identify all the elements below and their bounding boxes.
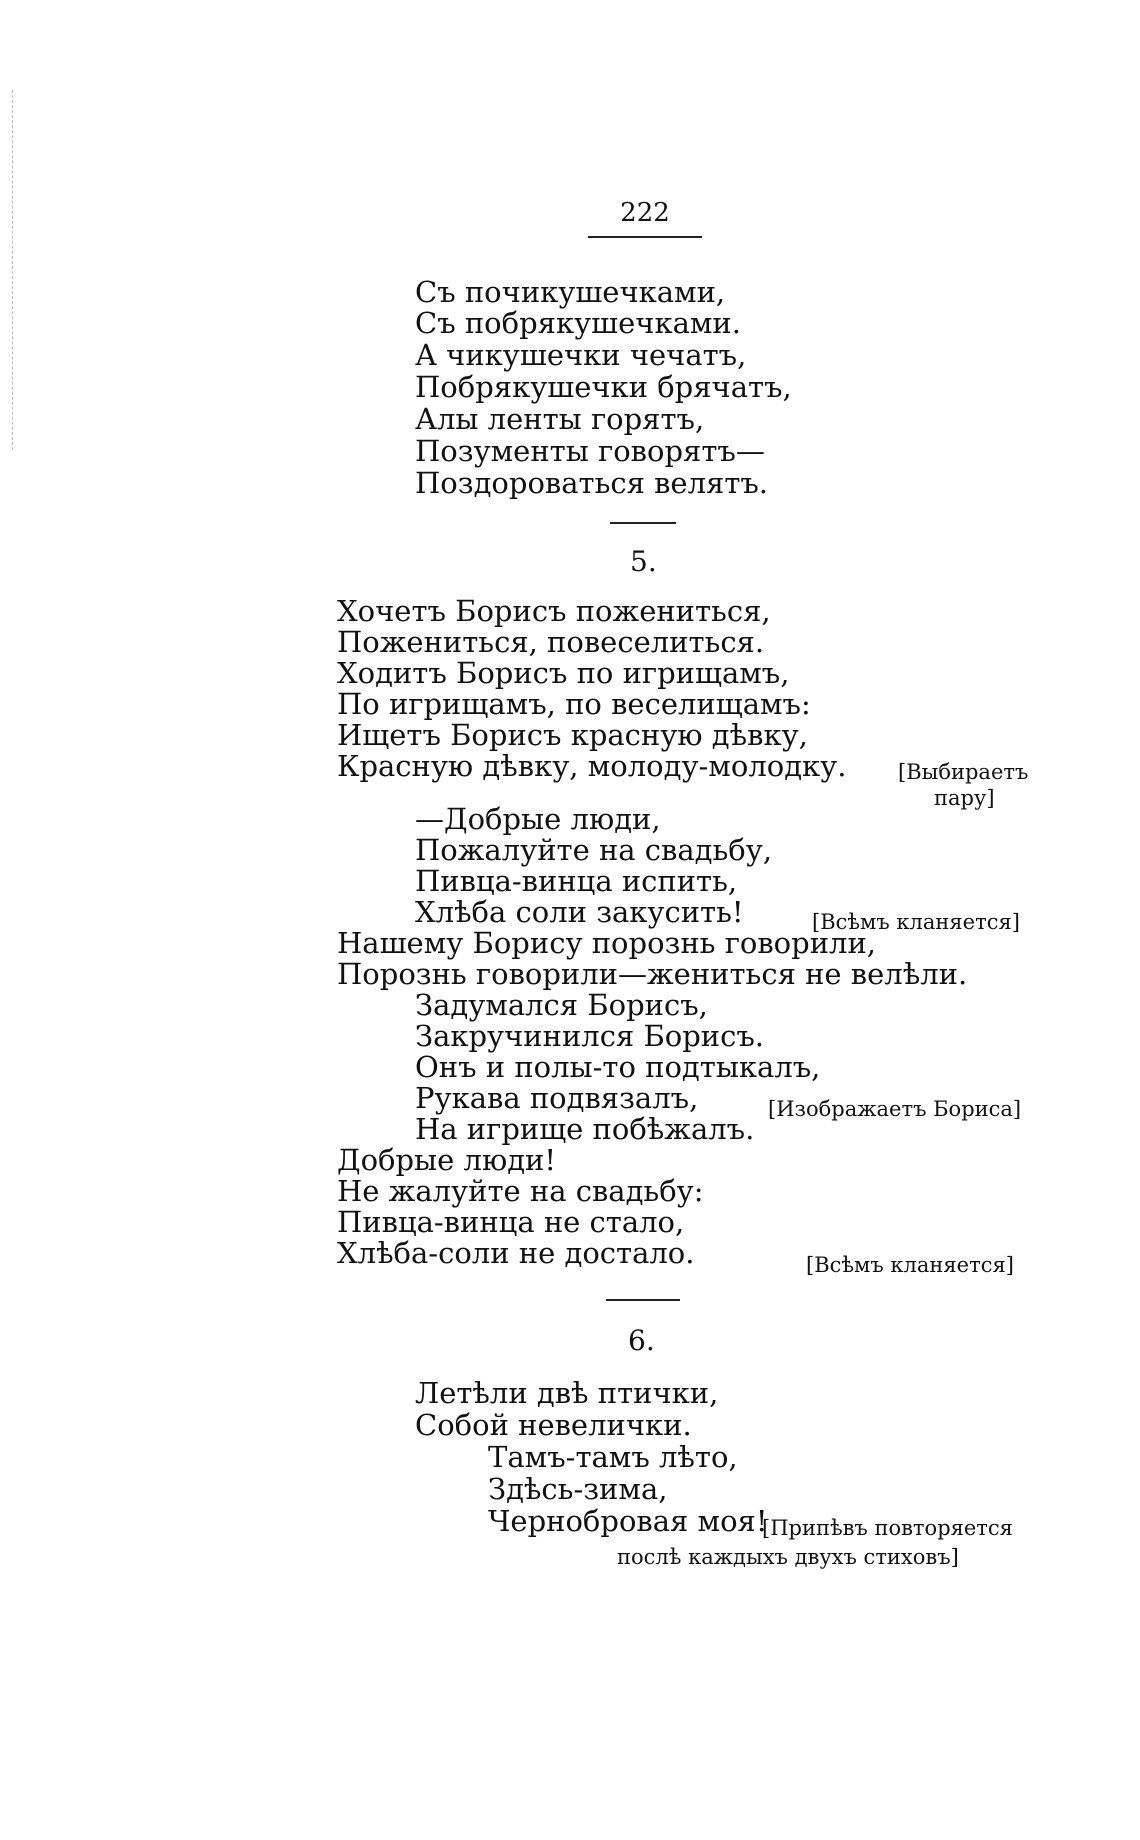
stage-direction: [Изображаетъ Бориса]	[768, 1097, 1022, 1121]
stage-direction: [Припѣвъ повторяется	[762, 1516, 1013, 1540]
section-5-line: Онъ и полы-то подтыкалъ,	[415, 1050, 821, 1084]
section-6-line: Летѣли двѣ птички,	[415, 1376, 719, 1410]
section-5-line: На игрище побѣжалъ.	[415, 1112, 755, 1146]
section-5-line: Красную дѣвку, молоду-молодку.	[337, 749, 847, 783]
stanza-a-line: Поздороваться велятъ.	[415, 466, 769, 500]
section-5-line: —Добрые люди,	[415, 802, 661, 836]
section-6-line: Собой невелички.	[415, 1408, 692, 1442]
stanza-a-line: Съ побрякушечками.	[415, 306, 741, 340]
page-edge-shadow	[12, 90, 14, 450]
section-6-line: Тамъ-тамъ лѣто,	[488, 1440, 738, 1474]
stage-direction: [Всѣмъ кланяется]	[806, 1253, 1014, 1277]
section-5-line: Ходитъ Борисъ по игрищамъ,	[337, 656, 790, 690]
section-divider	[610, 522, 676, 524]
section-5-line: Пивца-винца испить,	[415, 864, 738, 898]
stanza-a-line: Алы ленты горятъ,	[415, 402, 705, 436]
section-5-line: Не жалуйте на свадьбу:	[337, 1174, 704, 1208]
section-5-line: Хлѣба-соли не достало.	[337, 1236, 695, 1270]
section-5-line: Пожалуйте на свадьбу,	[415, 833, 773, 867]
section-6-line: Здѣсь-зима,	[488, 1472, 668, 1506]
section-5-line: Ищетъ Борисъ красную дѣвку,	[337, 718, 808, 752]
section-5-line: Добрые люди!	[337, 1143, 557, 1177]
section-5-line: Пожениться, повеселиться.	[337, 625, 765, 659]
section-5-line: Хлѣба соли закусить!	[415, 895, 744, 929]
section-6-number: 6.	[628, 1324, 655, 1357]
section-5-line: Пивца-винца не стало,	[337, 1205, 685, 1239]
stanza-a-line: Позументы говорятъ—	[415, 434, 765, 468]
page-number: 222	[620, 198, 670, 228]
section-5-line: Рукава подвязалъ,	[415, 1081, 699, 1115]
section-5-line: Закручинился Борисъ.	[415, 1019, 765, 1053]
section-5-line: Порознь говорили—жениться не велѣли.	[337, 957, 968, 991]
stage-direction: пару]	[934, 786, 995, 810]
stage-direction: послѣ каждыхъ двухъ стиховъ]	[617, 1545, 959, 1569]
page-number-rule	[588, 236, 702, 238]
stanza-a-line: А чикушечки чечатъ,	[415, 338, 747, 372]
section-5-line: Хочетъ Борисъ пожениться,	[337, 594, 771, 628]
stage-direction: [Выбираетъ	[898, 760, 1029, 784]
section-divider	[606, 1299, 680, 1301]
section-6-line: Чернобровая моя!	[488, 1504, 768, 1538]
section-5-line: Нашему Борису порознь говорили,	[337, 926, 876, 960]
section-5-line: По игрищамъ, по веселищамъ:	[337, 687, 811, 721]
stanza-a-line: Побрякушечки брячатъ,	[415, 370, 792, 404]
section-5-number: 5.	[630, 545, 657, 578]
section-5-line: Задумался Борисъ,	[415, 988, 708, 1022]
stage-direction: [Всѣмъ кланяется]	[812, 910, 1020, 934]
stanza-a-line: Съ почикушечками,	[415, 275, 726, 309]
